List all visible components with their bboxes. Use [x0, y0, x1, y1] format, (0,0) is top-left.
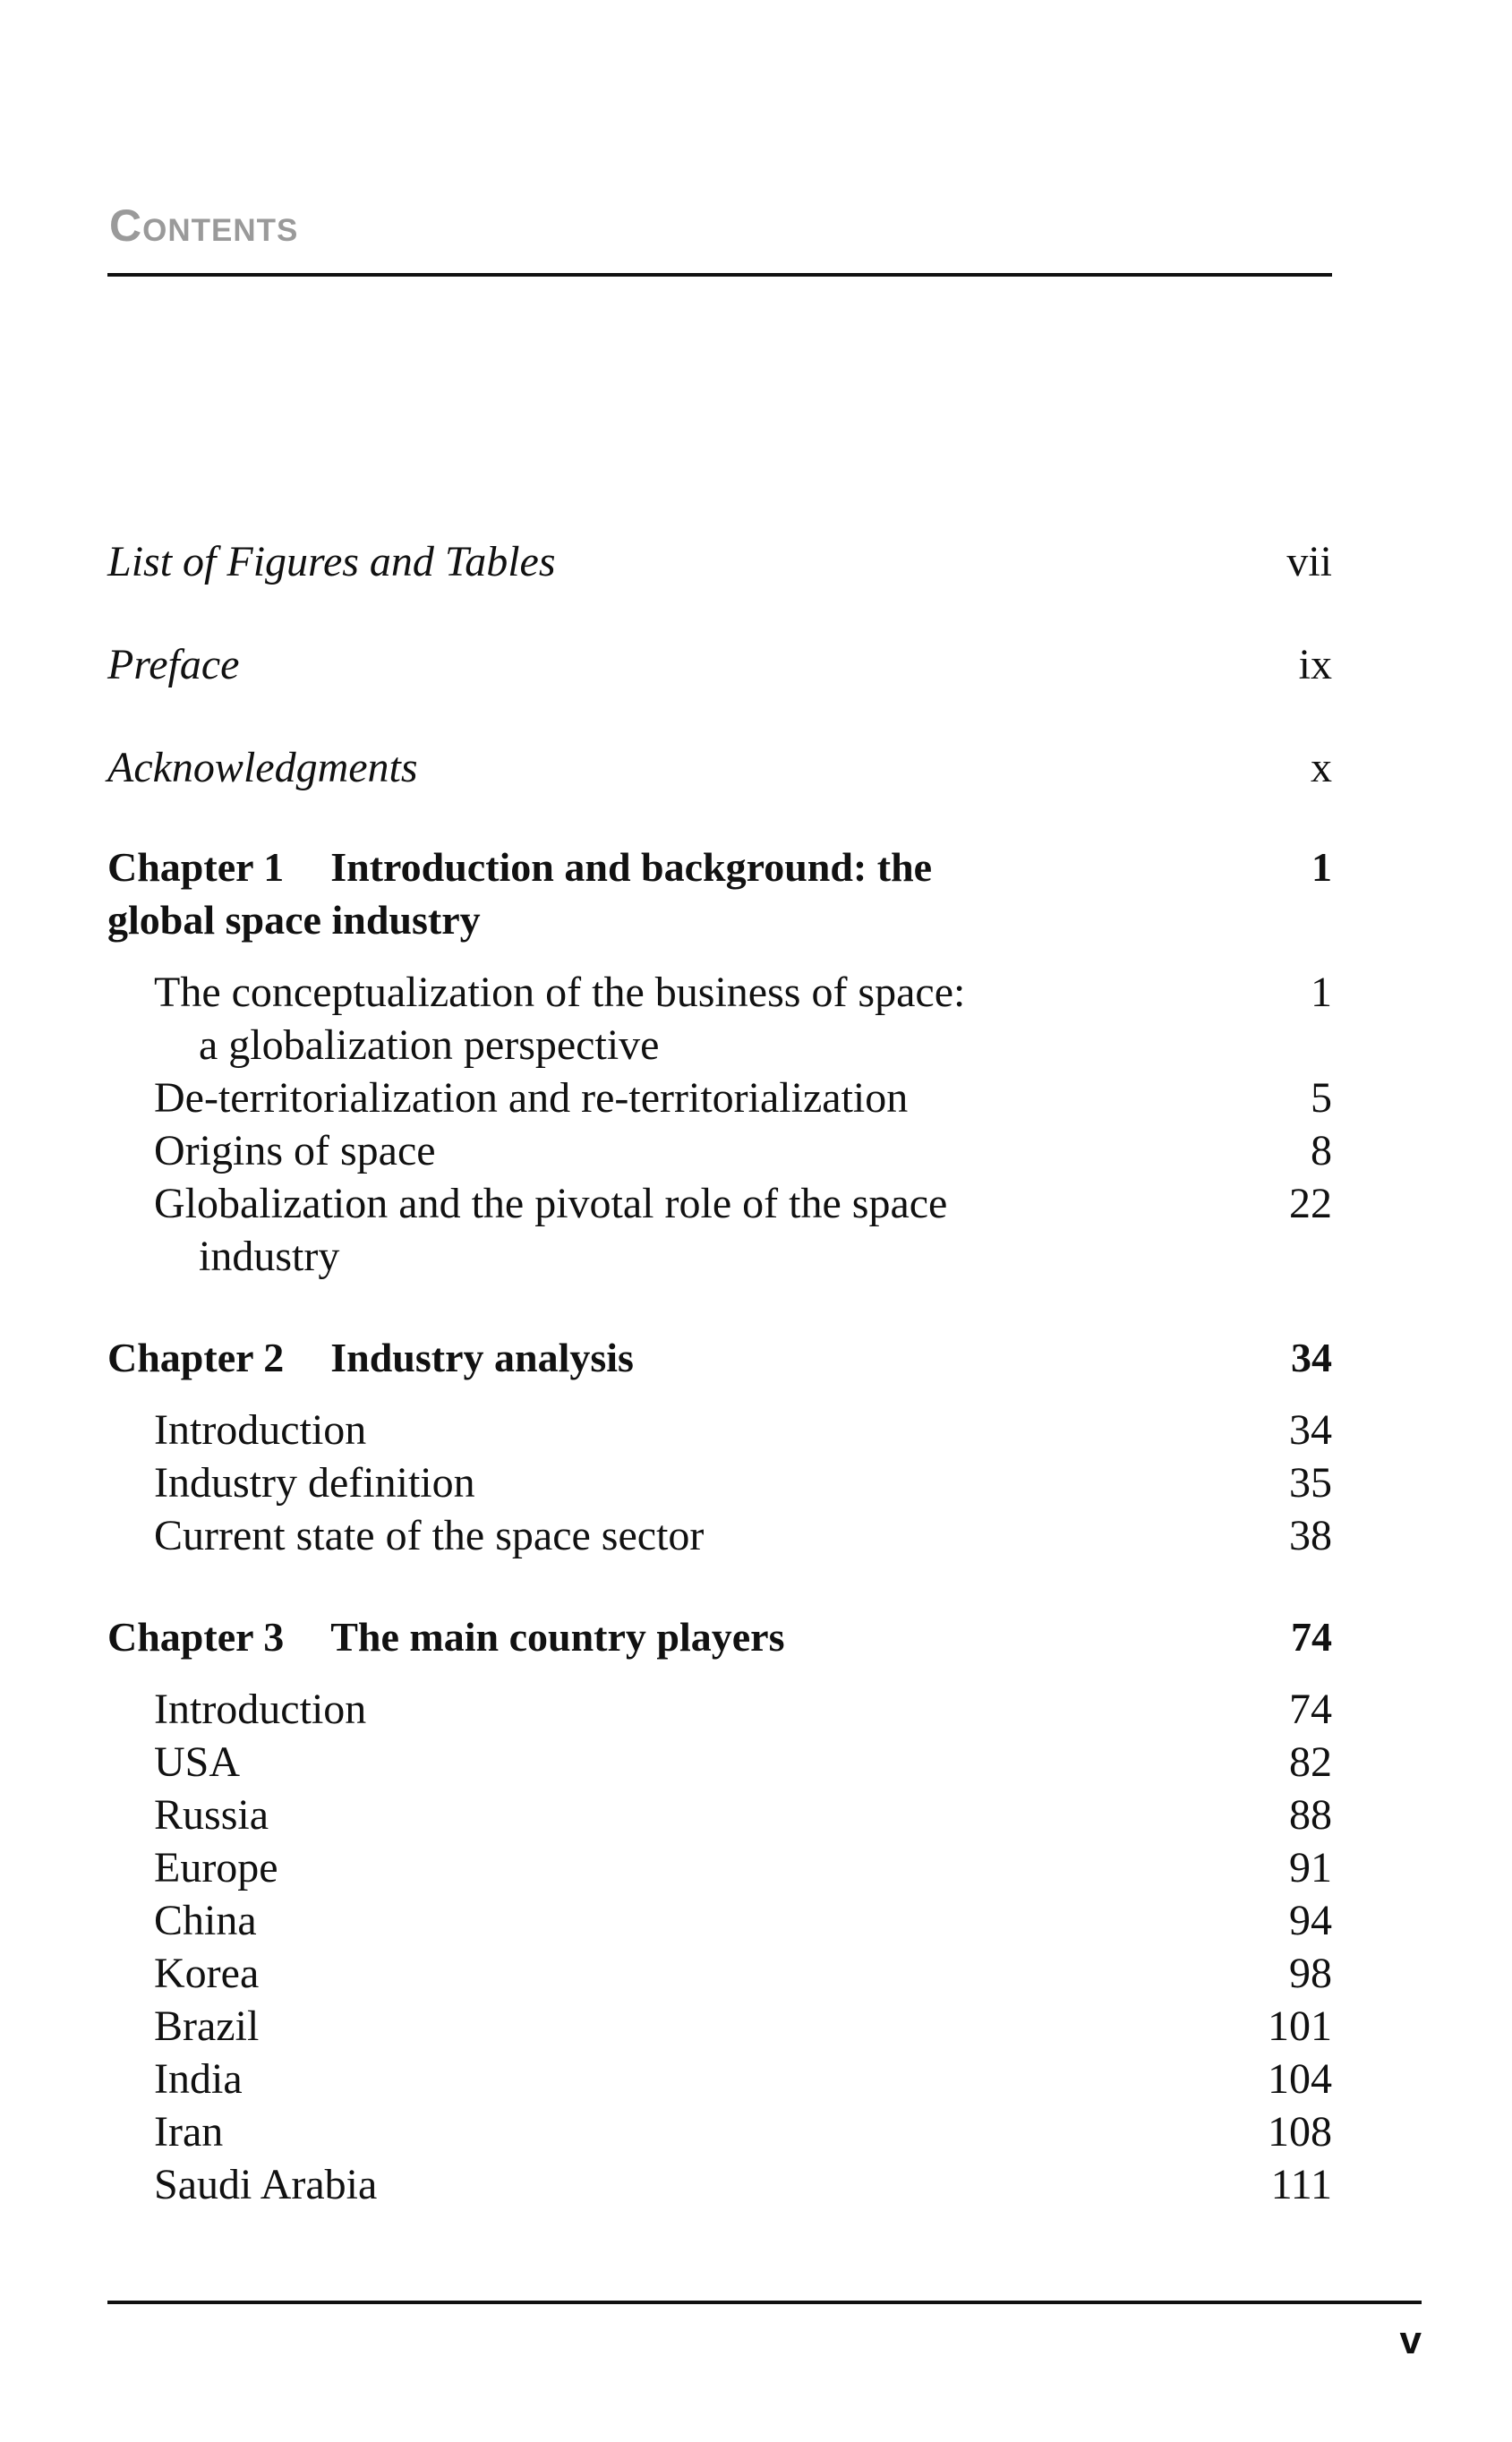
toc-section[interactable] — [154, 1124, 1332, 1177]
toc-section[interactable] — [154, 2158, 1332, 2211]
toc-section[interactable] — [154, 1894, 1332, 1947]
section-title: Industry definition — [154, 1459, 475, 1507]
toc-section[interactable] — [154, 1947, 1332, 2000]
section-title: Origins of space — [154, 1127, 436, 1174]
section-title-continued: a globalization perspective — [199, 1021, 660, 1069]
toc-section[interactable] — [154, 1072, 1332, 1124]
section-title: Introduction — [154, 1406, 367, 1454]
page-heading: Contents — [109, 201, 299, 251]
toc-entry-title: List of Figures and Tables — [107, 538, 556, 585]
toc-section[interactable] — [154, 1456, 1332, 1509]
toc-page-number: ix — [1298, 641, 1332, 688]
toc-front-preface[interactable] — [107, 638, 1332, 692]
chapter-title: Industry analysis — [330, 1335, 634, 1380]
toc-section[interactable] — [154, 1683, 1332, 1736]
footer-rule — [107, 2301, 1422, 2304]
section-title: Europe — [154, 1844, 278, 1891]
toc-page-number: 34 — [1289, 1406, 1332, 1454]
section-title: Russia — [154, 1791, 269, 1839]
chapter-label: Chapter 1 — [107, 844, 285, 890]
toc-chapter-1[interactable] — [107, 841, 1332, 946]
section-title: Iran — [154, 2108, 224, 2156]
toc-page-number: 111 — [1270, 2161, 1332, 2208]
toc-page-number: 101 — [1268, 2002, 1332, 2050]
chapter-label: Chapter 2 — [107, 1335, 285, 1380]
chapter-label: Chapter 3 — [107, 1614, 285, 1660]
section-title: China — [154, 1897, 257, 1944]
chapter-3-sections — [154, 1683, 1332, 2211]
toc-page-number: 108 — [1268, 2108, 1332, 2156]
toc-section[interactable] — [154, 1736, 1332, 1789]
toc-page-number: 34 — [1291, 1335, 1332, 1380]
chapter-title: Introduction and background: the global space industry — [107, 844, 933, 943]
toc-front-list-of-figures[interactable] — [107, 535, 1332, 589]
toc-entry-title: Preface — [107, 641, 240, 688]
toc-section[interactable] — [154, 2000, 1332, 2053]
toc-page-number: 98 — [1289, 1950, 1332, 1997]
toc-page-number: 88 — [1289, 1791, 1332, 1839]
toc-page-number: 38 — [1289, 1512, 1332, 1559]
chapter-title: The main country players — [330, 1614, 785, 1660]
toc-page-number: x — [1311, 744, 1332, 791]
toc-page-number: 1 — [1311, 844, 1332, 890]
section-title: Introduction — [154, 1686, 367, 1733]
toc-chapter-2[interactable] — [107, 1331, 1332, 1384]
toc-page-number: 94 — [1289, 1897, 1332, 1944]
toc-section[interactable] — [154, 1177, 1332, 1283]
table-of-contents — [107, 535, 1332, 2259]
toc-section[interactable] — [154, 1789, 1332, 1841]
toc-section[interactable] — [154, 1841, 1332, 1894]
toc-section[interactable] — [154, 1404, 1332, 1456]
section-title-continued: industry — [199, 1233, 340, 1280]
toc-page-number: 82 — [1289, 1738, 1332, 1786]
toc-page-number: 22 — [1289, 1180, 1332, 1227]
toc-page-number: vii — [1286, 538, 1332, 585]
toc-page-number: 104 — [1268, 2055, 1332, 2103]
heading-rule — [107, 273, 1332, 277]
toc-section[interactable] — [154, 2053, 1332, 2105]
section-title: Current state of the space sector — [154, 1512, 705, 1559]
toc-entry-title: Acknowledgments — [107, 744, 418, 791]
section-title: India — [154, 2055, 243, 2103]
toc-section[interactable] — [154, 966, 1332, 1072]
toc-front-acknowledgments[interactable] — [107, 741, 1332, 795]
section-title: De-territorialization and re-territorialization — [154, 1074, 909, 1122]
toc-page-number: 5 — [1311, 1074, 1332, 1122]
toc-chapter-3[interactable] — [107, 1610, 1332, 1663]
chapter-2-sections — [154, 1404, 1332, 1562]
section-title: The conceptualization of the business of space: — [154, 969, 966, 1016]
toc-section[interactable] — [154, 1509, 1332, 1562]
toc-page-number: 91 — [1289, 1844, 1332, 1891]
section-title: Brazil — [154, 2002, 260, 2050]
page-folio: v — [1399, 2318, 1422, 2362]
toc-page-number: 8 — [1311, 1127, 1332, 1174]
section-title: Saudi Arabia — [154, 2161, 378, 2208]
section-title: Korea — [154, 1950, 260, 1997]
toc-page-number: 74 — [1291, 1614, 1332, 1660]
toc-section[interactable] — [154, 2105, 1332, 2158]
chapter-1-sections — [154, 966, 1332, 1283]
section-title: Globalization and the pivotal role of the space — [154, 1180, 948, 1227]
section-title: USA — [154, 1738, 241, 1786]
toc-page-number: 35 — [1289, 1459, 1332, 1507]
toc-page-number: 74 — [1289, 1686, 1332, 1733]
toc-page-number: 1 — [1311, 969, 1332, 1016]
